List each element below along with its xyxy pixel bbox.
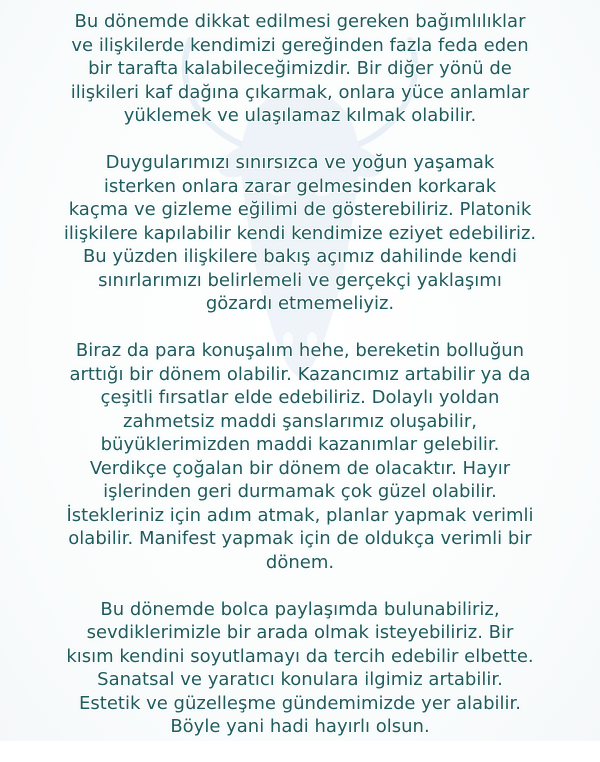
text-line: ilişkileri kaf dağına çıkarmak, onlara yüce anlamlar [70, 81, 530, 103]
text-line: Sanatsal ve yaratıcı konulara ilgimiz artabilir. [97, 669, 503, 690]
text-line: Böyle yani hadi hayırlı olsun. [170, 716, 430, 737]
text-line: Bu dönemde bolca paylaşımda bulunabiliriz, [100, 598, 500, 620]
text-line: isterken onlara zarar gelmesinden korkarak [103, 175, 497, 197]
text-line: işlerinden geri durmamak çok güzel olabilir. [103, 481, 497, 502]
text-line: Bu yüzden ilişkilere bakış açımız dahilinde kendi [82, 246, 518, 267]
text-paragraph [18, 598, 582, 739]
text-line: olabilir. Manifest yapmak için de oldukça verimli bir [68, 528, 532, 549]
text-line: yüklemek ve ulaşılamaz kılmak olabilir. [123, 105, 477, 126]
text-line: Estetik ve güzelleşme gündemimizde yer alabilir. [79, 692, 521, 714]
text-line: sınırlarımızı belirlemeli ve gerçekçi yaklaşımı [98, 269, 502, 291]
text-line: kısım kendini soyutlamayı da tercih edebilir elbette. [66, 645, 534, 667]
text-line: kaçma ve gizleme eğilimi de gösterebiliriz. Platonik [68, 199, 532, 220]
text-line: çeşitli fırsatlar elde edebiliriz. Dolaylı yoldan [100, 387, 500, 408]
text-paragraph [18, 339, 582, 574]
text-paragraph [18, 10, 582, 128]
text-line: Biraz da para konuşalım hehe, bereketin bolluğun [75, 340, 525, 361]
text-line: İstekleriniz için adım atmak, planlar yapmak verimli [66, 504, 534, 526]
text-line: Bu dönemde dikkat edilmesi gereken bağımlılıklar [74, 11, 526, 32]
text-line: dönem. [265, 551, 335, 573]
text-line: Duygularımızı sınırsızca ve yoğun yaşamak [105, 152, 495, 173]
text-line: zahmetsiz maddi şanslarımız oluşabilir, [123, 410, 477, 432]
text-line: Verdikçe çoğalan bir dönem de olacaktır. Hayır [89, 457, 511, 479]
text-line: ilişkilere kapılabilir kendi kendimize eziyet edebiliriz. [63, 222, 537, 244]
horoscope-text-body [18, 10, 582, 762]
text-line: büyüklerimizden maddi kazanımlar gelebilir. [100, 434, 500, 455]
text-line: sevdiklerimizle bir arada olmak isteyebiliriz. Bir [86, 622, 514, 643]
text-line: ve ilişkilerde kendimizi gereğinden fazla feda eden [71, 34, 529, 56]
text-paragraph [18, 151, 582, 316]
text-line: gözardı etmemeliyiz. [205, 293, 395, 314]
text-line: bir tarafta kalabileceğimizdir. Bir diğer yönü de [88, 58, 512, 79]
text-line: arttığı bir dönem olabilir. Kazancımız artabilir ya da [69, 363, 531, 385]
